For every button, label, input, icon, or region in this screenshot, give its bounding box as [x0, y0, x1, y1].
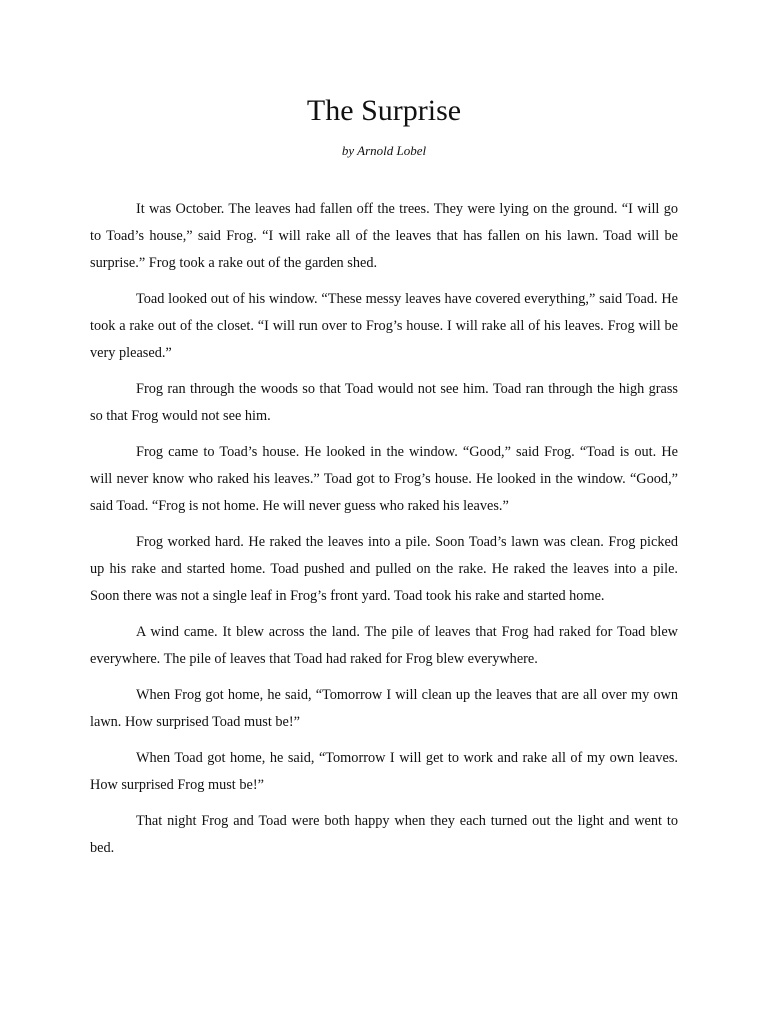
story-body	[90, 196, 678, 871]
paragraph-7: When Frog got home, he said, “Tomorrow I will clean up the leaves that are all over my own lawn. How surprised Toad must be!”	[90, 687, 678, 730]
paragraph-3: Frog ran through the woods so that Toad would not see him. Toad ran through the high grass so that Frog would not see him.	[90, 381, 678, 424]
paragraph-2: Toad looked out of his window. “These messy leaves have covered everything,” said Toad. He took a rake out of the closet. “I will run over to Frog’s house. I will rake all of his leaves. Frog will be very pleased.”	[90, 291, 678, 361]
paragraph-8: When Toad got home, he said, “Tomorrow I will get to work and rake all of my own leaves. How surprised Frog must be!”	[90, 750, 678, 793]
paragraph-9: That night Frog and Toad were both happy when they each turned out the light and went to bed.	[90, 813, 678, 856]
paragraph-1: It was October. The leaves had fallen off the trees. They were lying on the ground. “I will go to Toad’s house,” said Frog. “I will rake all of the leaves that has fallen on his lawn. Toad will be surprise.” Frog took a rake out of the garden shed.	[90, 201, 678, 271]
document-title: The Surprise	[306, 94, 462, 127]
paragraph-5: Frog worked hard. He raked the leaves into a pile. Soon Toad’s lawn was clean. Frog picked up his rake and started home. Toad pushed and pulled on the rake. He raked the leaves into a pile. Soon there was not a single leaf in Frog’s front yard. Toad took his rake and started home.	[90, 534, 678, 604]
document-author: by Arnold Lobel	[341, 143, 427, 158]
paragraph-6: A wind came. It blew across the land. The pile of leaves that Frog had raked for Toad blew everywhere. The pile of leaves that Toad had raked for Frog blew everywhere.	[90, 624, 678, 667]
paragraph-4: Frog came to Toad’s house. He looked in the window. “Good,” said Frog. “Toad is out. He will never know who raked his leaves.” Toad got to Frog’s house. He looked in the window. “Good,” said Toad. “Frog is not home. He will never guess who raked his leaves.”	[90, 444, 678, 514]
